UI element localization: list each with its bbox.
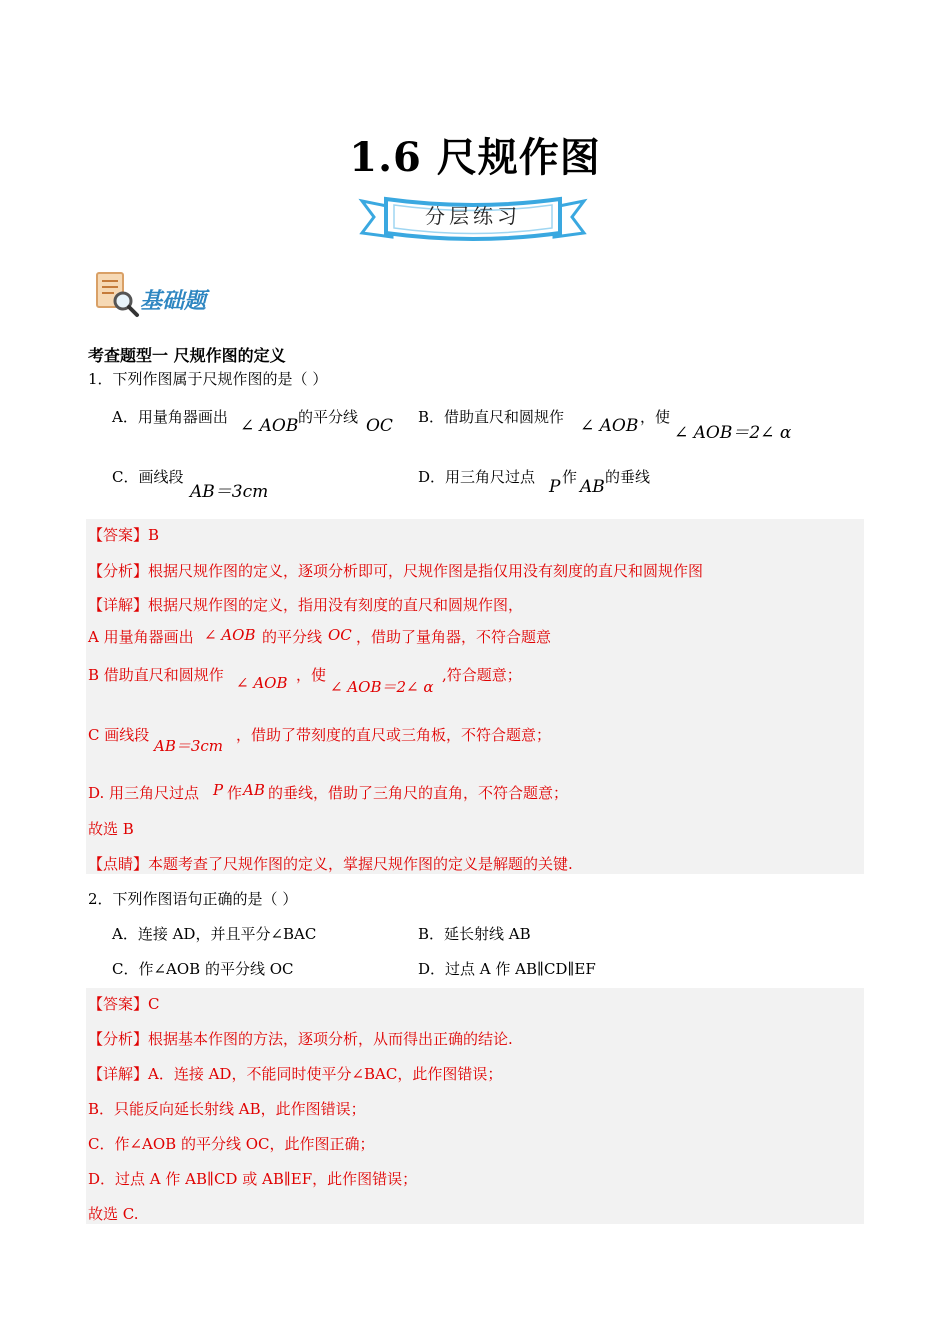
analysis-2: 【分析】根据基本作图的方法，逐项分析，从而得出正确的结论.: [88, 1030, 513, 1048]
math-expr: ∠ AOB＝2∠ α: [674, 423, 792, 443]
q2-option-d: D．过点 A 作 AB∥CD∥EF: [418, 960, 596, 978]
math-expr: AB: [580, 477, 605, 497]
detail-line-a: A 用量角器画出: [88, 628, 194, 646]
ribbon-label: 分层练习: [425, 204, 521, 228]
detail-text: ，借助了量角器，不符合题意: [356, 628, 552, 646]
analysis-1: 【分析】根据尺规作图的定义，逐项分析即可，尺规作图是指仅用没有刻度的直尺和圆规作图: [88, 562, 704, 580]
section-title: 考查题型一 尺规作图的定义: [88, 346, 286, 365]
option-text: 的垂线: [605, 468, 651, 486]
q1-option-b: B．借助直尺和圆规作: [418, 408, 565, 426]
math-expr: ∠ AOB: [240, 416, 299, 436]
question-1-stem: 1．下列作图属于尺规作图的是（ ）: [88, 370, 328, 388]
detail-2-line-b: B．只能反向延长射线 AB，此作图错误；: [88, 1100, 366, 1118]
math-expr: AB: [243, 781, 265, 799]
q1-option-c: C．画线段: [112, 468, 184, 486]
math-expr: P: [213, 781, 224, 799]
q2-option-b: B．延长射线 AB: [418, 925, 531, 943]
detail-line-d: D. 用三角尺过点: [88, 784, 200, 802]
answer-1: 【答案】B: [88, 526, 160, 544]
option-text: ，使: [640, 408, 671, 426]
detail-2-line-c: C．作∠AOB 的平分线 OC，此作图正确；: [88, 1135, 375, 1153]
q2-option-a: A．连接 AD，并且平分∠BAC: [112, 925, 317, 943]
q1-option-d: D．用三角尺过点: [418, 468, 536, 486]
option-text: 的平分线: [298, 408, 359, 426]
detail-text: 作: [227, 784, 243, 802]
option-text: 作: [562, 468, 578, 486]
math-expr: ∠ AOB: [580, 416, 639, 436]
detail-text: 的平分线: [262, 628, 323, 646]
q2-option-c: C．作∠AOB 的平分线 OC: [112, 960, 294, 978]
math-expr: OC: [328, 626, 352, 644]
detail-2-line-d: D．过点 A 作 AB∥CD 或 AB∥EF，此作图错误；: [88, 1170, 418, 1188]
detail-text: 的垂线，借助了三角尺的直角，不符合题意；: [268, 784, 569, 802]
conclusion-1: 故选 B: [88, 820, 134, 838]
question-2-stem: 2．下列作图语句正确的是（ ）: [88, 890, 298, 908]
detail-text: ,符合题意；: [442, 666, 522, 684]
detail-2: 【详解】A．连接 AD，不能同时使平分∠BAC，此作图错误；: [88, 1065, 503, 1083]
answer-2: 【答案】C: [88, 995, 160, 1013]
page-title: 1.6 尺规作图: [349, 134, 601, 181]
option-text: A．用量角器画出: [112, 408, 228, 426]
math-expr: P: [549, 477, 561, 497]
math-expr: OC: [366, 416, 393, 436]
math-expr: AB＝3cm: [154, 737, 224, 755]
math-expr: ∠ AOB: [204, 626, 256, 644]
detail-text: ，使: [296, 666, 327, 684]
detail-line-c: C 画线段: [88, 726, 150, 744]
math-expr: ∠ AOB＝2∠ α: [330, 678, 434, 696]
detail-text: ，借助了带刻度的直尺或三角板，不符合题意；: [236, 726, 552, 744]
conclusion-2: 故选 C.: [88, 1205, 139, 1223]
math-expr: ∠ AOB: [236, 674, 288, 692]
comment-1: 【点睛】本题考查了尺规作图的定义，掌握尺规作图的定义是解题的关键.: [88, 855, 573, 873]
q1-option-a: [112, 406, 228, 427]
section-badge-label: 基础题: [140, 288, 207, 314]
math-expr: AB＝3cm: [190, 482, 269, 502]
document-magnifier-icon: [94, 270, 140, 318]
detail-1: 【详解】根据尺规作图的定义，指用没有刻度的直尺和圆规作图，: [88, 596, 524, 614]
detail-line-b: B 借助直尺和圆规作: [88, 666, 224, 684]
